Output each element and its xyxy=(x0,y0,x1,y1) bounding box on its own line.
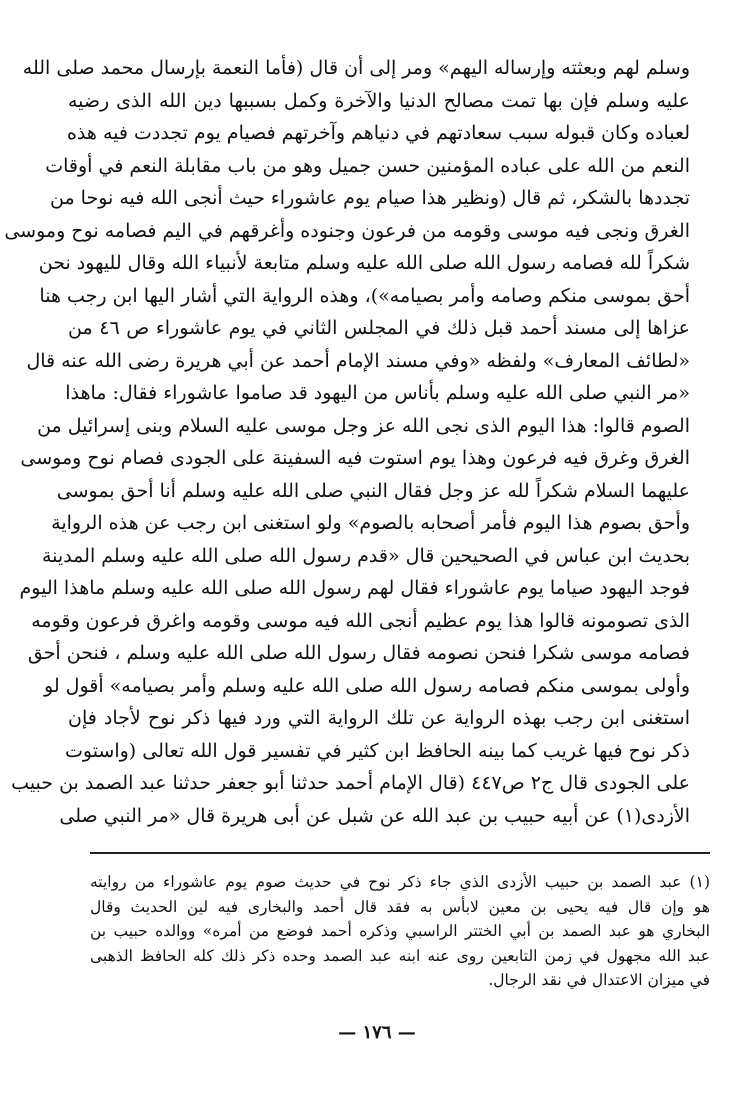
footnote-line: (١) عبد الصمد بن حبيب الأزدى الذي جاء ذكر نوح في حديث صوم يوم عاشوراء من روايته xyxy=(90,873,710,891)
text-line: فصامه موسى شكرا فنحن نصومه فقال رسول الله صلى الله عليه وسلم ، فنحن أحق xyxy=(27,642,690,664)
text-line: عليهما السلام شكراً لله عز وجل فقال النبي صلى الله عليه وسلم أنا أحق بموسى xyxy=(56,479,690,502)
text-line: الغرق وغرق فيه فرعون وهذا يوم استوت فيه السفينة على الجودى فصام نوح وموسى xyxy=(20,447,690,469)
text-line: على الجودى قال ج٢ ص٤٤٧ (قال الإمام أحمد حدثنا أبو جعفر حدثنا عبد الصمد بن حبيب xyxy=(11,772,690,794)
text-line: وسلم لهم وبعثته وإرساله اليهم» ومر إلى أن قال (فأما النعمة بإرسال محمد صلى الله xyxy=(22,57,690,79)
footnote-divider xyxy=(90,852,710,854)
footnote-line: هو وإن قال فيه يحيى بن معين لابأس به فقد قال أحمد والبخارى فيه لين الحديث وقال xyxy=(90,897,710,916)
text-line: لعباده وكان قبوله سبب سعادتهم في دنياهم وآخرتهم فصيام يوم تجددت فيه هذه xyxy=(66,122,690,144)
text-line: وأحق بصوم هذا اليوم فأمر أصحابه بالصوم» ولو استغنى ابن رجب عن هذه الرواية xyxy=(51,512,690,534)
text-line: الصوم قالوا: هذا اليوم الذى نجى الله عز وجل موسى عليه السلام وبنى إسرائيل من xyxy=(37,414,690,437)
text-line: ذكر نوح فيها غريب كما بينه الحافظ ابن كثير في تفسير قول الله تعالى (واستوت xyxy=(65,739,690,762)
main-text xyxy=(4,52,690,832)
text-line: وأولى بموسى منكم فصامه رسول الله صلى الله عليه وسلم وأمر بصيامه» أقول لو xyxy=(44,674,690,697)
footnote-line: في ميزان الاعتدال في نقد الرجال. xyxy=(488,971,710,989)
text-line: شكراً لله فصامه رسول الله صلى الله عليه وسلم متابعة لأنبياء الله وقال لليهود نحن xyxy=(38,252,690,274)
text-line: بحديث ابن عباس في الصحيحين قال «قدم رسول الله صلى الله عليه وسلم المدينة xyxy=(42,544,690,567)
text-line: النعم من الله على عباده المؤمنين حسن جميل وهو من باب مقابلة النعم في أوقات xyxy=(45,154,690,177)
text-line: تجددها بالشكر، ثم قال (ونظير هذا صيام يوم عاشوراء حيث أنجى الله فيه نوحا من xyxy=(50,187,690,209)
text-line: الغرق ونجى فيه موسى وقومه من فرعون وجنوده وأغرقهم في اليم فصامه نوح وموسى xyxy=(4,219,690,242)
text-line: أحق بموسى منكم وصامه وأمر بصيامه»)، وهذه الرواية التي أشار اليها ابن رجب هنا xyxy=(39,284,690,307)
footnote-line: عبد الله مجهول في زمن التابعين روى عنه ابنه عبد الصمد وحده ذكر ذلك كله الحافظ الذهبى xyxy=(90,946,710,965)
text-line: عزاها إلى مسند أحمد قبل ذلك في المجلس الثاني في يوم عاشوراء ص ٤٦ من xyxy=(68,317,690,339)
text-line: «مر النبي صلى الله عليه وسلم بأناس من اليهود قد صاموا عاشوراء فقال: ماهذا xyxy=(65,382,690,404)
text-line: عليه وسلم فإن بها تمت مصالح الدنيا والآخرة وكمل بسببها دين الله الذى رضيه xyxy=(68,89,690,112)
text-line: فوجد اليهود صياما يوم عاشوراء فقال لهم رسول الله صلى الله عليه وسلم ماهذا اليوم xyxy=(19,577,690,599)
footnote-line: البخاري هو عبد الصمد بن أبي الختتر الراسبي وذكره أحمد فوضع من أمره» ووالده حبيب بن xyxy=(90,922,710,940)
footnotes xyxy=(90,870,710,993)
text-line: «لطائف المعارف» ولفظه «وفي مسند الإمام أحمد عن أبي هريرة رضى الله عنه قال xyxy=(26,349,690,372)
text-line: استغنى ابن رجب بهذه الرواية عن تلك الرواية التي ورد فيها ذكر نوح لأجاد فإن xyxy=(68,707,690,729)
text-line: الذى تصومونه قالوا هذا يوم عظيم أنجى الله فيه موسى وقومه واغرق فرعون وقومه xyxy=(31,609,690,632)
text-line: الأزدى(١) عن أبيه حبيب بن عبد الله عن شبل عن أبى هريرة قال «مر النبي صلى xyxy=(59,804,690,827)
page-number: — ١٧٦ — xyxy=(338,1022,416,1043)
